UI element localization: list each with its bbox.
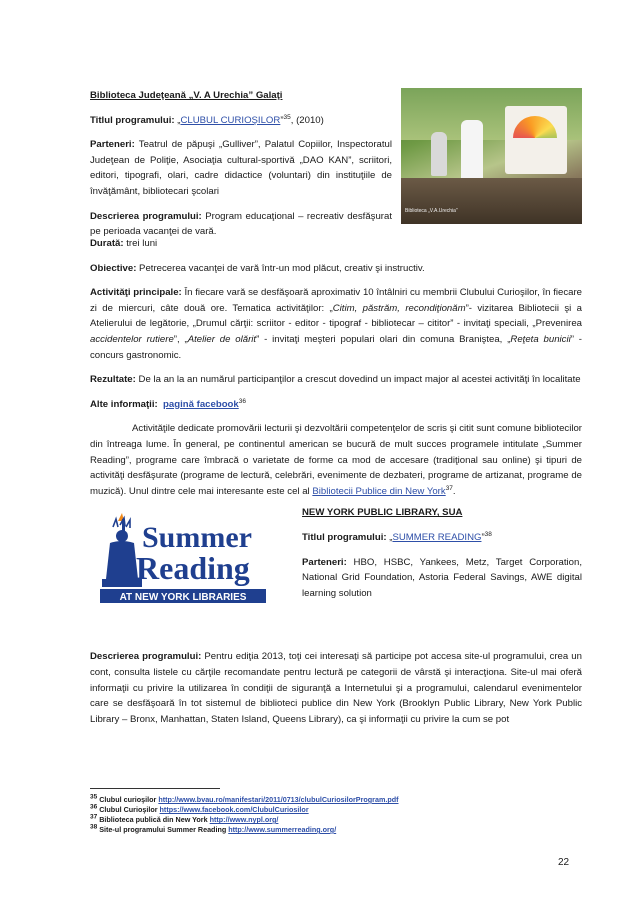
nypl-partners-paragraph: Parteneri: HBO, HSBC, Yankees, Metz, Target Corporation, National Grid Foundation, Astoria Federal Savings, AWE digital learning solution	[302, 556, 582, 599]
footnote-ref-37: 37	[445, 484, 453, 492]
footnote-37: $^{37}$ Biblioteca publică din New York http://www.nypl.org/	[90, 813, 279, 824]
results-paragraph: Rezultate: De la an la an numărul participanţilor a crescut dovedind un impact major al acestei activităţi în localitate	[90, 374, 581, 386]
logo-tagline: AT NEW YORK LIBRARIES	[119, 592, 247, 604]
footnote-ref-35: 35	[283, 113, 291, 121]
nypl-description-paragraph: Descrierea programului: Pentru ediţia 2013, toţi cei interesaţi să participe pot accesa site-ul programului, crea un cont, consulta listele cu cărţile recomandate pentru lectură pe categorii de vârstă şi interacţiona. Site-ul mai oferă informaţii cu privire la utilizarea în condiţii de siguranţă a Internetului şi a programului, calendarul evenimentelor care se desfăşoară în tot sistemul de biblioteci publice din New York (Brooklyn Public Library, New York Public Library – Bronx, Manhattan, Staten Island, Queens Library), ca şi informaţii cu privire la cum se pot	[90, 651, 582, 725]
library-heading: Biblioteca Judeţeană „V. A Urechia” Galaţi	[90, 90, 283, 101]
photo-caption: Biblioteca „V.A.Urechia”	[405, 208, 458, 215]
summer-reading-logo	[96, 509, 268, 607]
nypl-heading: NEW YORK PUBLIC LIBRARY, SUA	[302, 507, 463, 519]
logo-word-reading: Reading	[136, 550, 250, 587]
duration-line: Durată: trei luni	[90, 238, 158, 249]
footnote-38: $^{38}$ Site-ul programului Summer Reading http://www.summerreading.org/	[90, 823, 337, 834]
section-galati-text	[90, 88, 392, 240]
other-info-line: Alte informaţii: pagină facebook$^{36}$	[90, 397, 246, 410]
description-paragraph: Descrierea programului: Program educaţional – recreativ desfăşurat pe perioada vacanţei de vară.	[90, 210, 392, 238]
program-title-line: Titlul programului: „CLUBUL CURIOŞILOR”$^{35}$, (2010)	[90, 113, 324, 126]
page-number: 22	[558, 857, 570, 868]
footnote-37-link[interactable]: http://www.nypl.org/	[209, 815, 279, 824]
club-event-photo	[401, 88, 582, 224]
footnote-35: $^{35}$ Clubul curioşilor http://www.bvau.ro/manifestari/2011/0713/clubulCuriosilorProgram.pdf	[90, 793, 399, 804]
footnote-ref-36: 36	[238, 397, 246, 405]
nypl-link[interactable]: Bibliotecii Publice din New York	[312, 485, 446, 497]
activities-paragraph: Activităţi principale: În fiecare vară se desfăşoară aproximativ 10 întâlniri cu membrii Clubului Curioşilor, în fiecare zi de miercuri, câte două ore. Tematica activităţilor: „Citim, păstrăm, recondiţionăm”- vizitarea Bibliotecii şi a Atelierului de legătorie, „Drumul cărţii: scriitor - editor - tipograf - bibliotecar – cititor” - invitaţi speciali, „Prevenirea accidentelor rutiere”, „Atelier de olărit” - invitaţi meşteri populari olari din comuna Braniştea, „Reţeta bunicii” - concurs gastronomic.	[90, 287, 582, 361]
footnotes	[90, 795, 582, 835]
intro-paragraph: Activităţile dedicate promovării lecturii şi dezvoltării competenţelor de scris şi citit sunt comune bibliotecilor din întreaga lume. În general, pe continentul american se bucură de mult succes programele intitulate „Summer Reading”, programe care îmbracă o varietate de forme ca mod de accesare (tradiţional sau online) şi tipuri de activităţi desfăşurate (programe de lectură, celebrări, evenimente de dezbateri, programe de artizanat, programe de muzică). Unul dintre cele mai interesante este cel al Bibliotecii Publice din New York$^{37}$.	[90, 423, 582, 497]
summer-reading-link[interactable]: SUMMER READING	[392, 531, 482, 543]
facebook-page-link[interactable]: pagină facebook	[163, 398, 239, 410]
objective-line: Obiective: Petrecerea vacanţei de vară într-un mod plăcut, creativ şi instructiv.	[90, 262, 425, 274]
page-content	[90, 88, 582, 727]
footnote-35-link[interactable]: http://www.bvau.ro/manifestari/2011/0713/clubulCuriosilorProgram.pdf	[158, 795, 399, 804]
program-title-link[interactable]: CLUBUL CURIOŞILOR	[180, 114, 281, 126]
footnote-divider	[90, 788, 220, 789]
partners-paragraph: Parteneri: Teatrul de păpuşi „Gulliver”, Palatul Copiilor, Inspectoratul Judeţean de Poliţie, Asociaţia cultural-sportivă „DAO KAN”, scriitori, editori, tipografi, olari, cadre didactice (voluntari) din instituţiile de învăţământ, bibliotecari şcolari	[90, 139, 392, 197]
footnote-38-link[interactable]: http://www.summerreading.org/	[228, 825, 337, 834]
section-nypl	[90, 505, 582, 649]
section-nypl-text	[302, 505, 582, 601]
nypl-title-line: Titlul programului: „SUMMER READING”$^{38}$	[302, 530, 492, 543]
footnote-36: $^{36}$ Clubul Curioşilor https://www.facebook.com/ClubulCuriosilor	[90, 803, 309, 814]
footnote-36-link[interactable]: https://www.facebook.com/ClubulCuriosilor	[159, 805, 309, 814]
section-galati	[90, 88, 582, 248]
logo-word-summer: Summer	[142, 521, 252, 555]
footnote-ref-38: 38	[484, 530, 492, 538]
